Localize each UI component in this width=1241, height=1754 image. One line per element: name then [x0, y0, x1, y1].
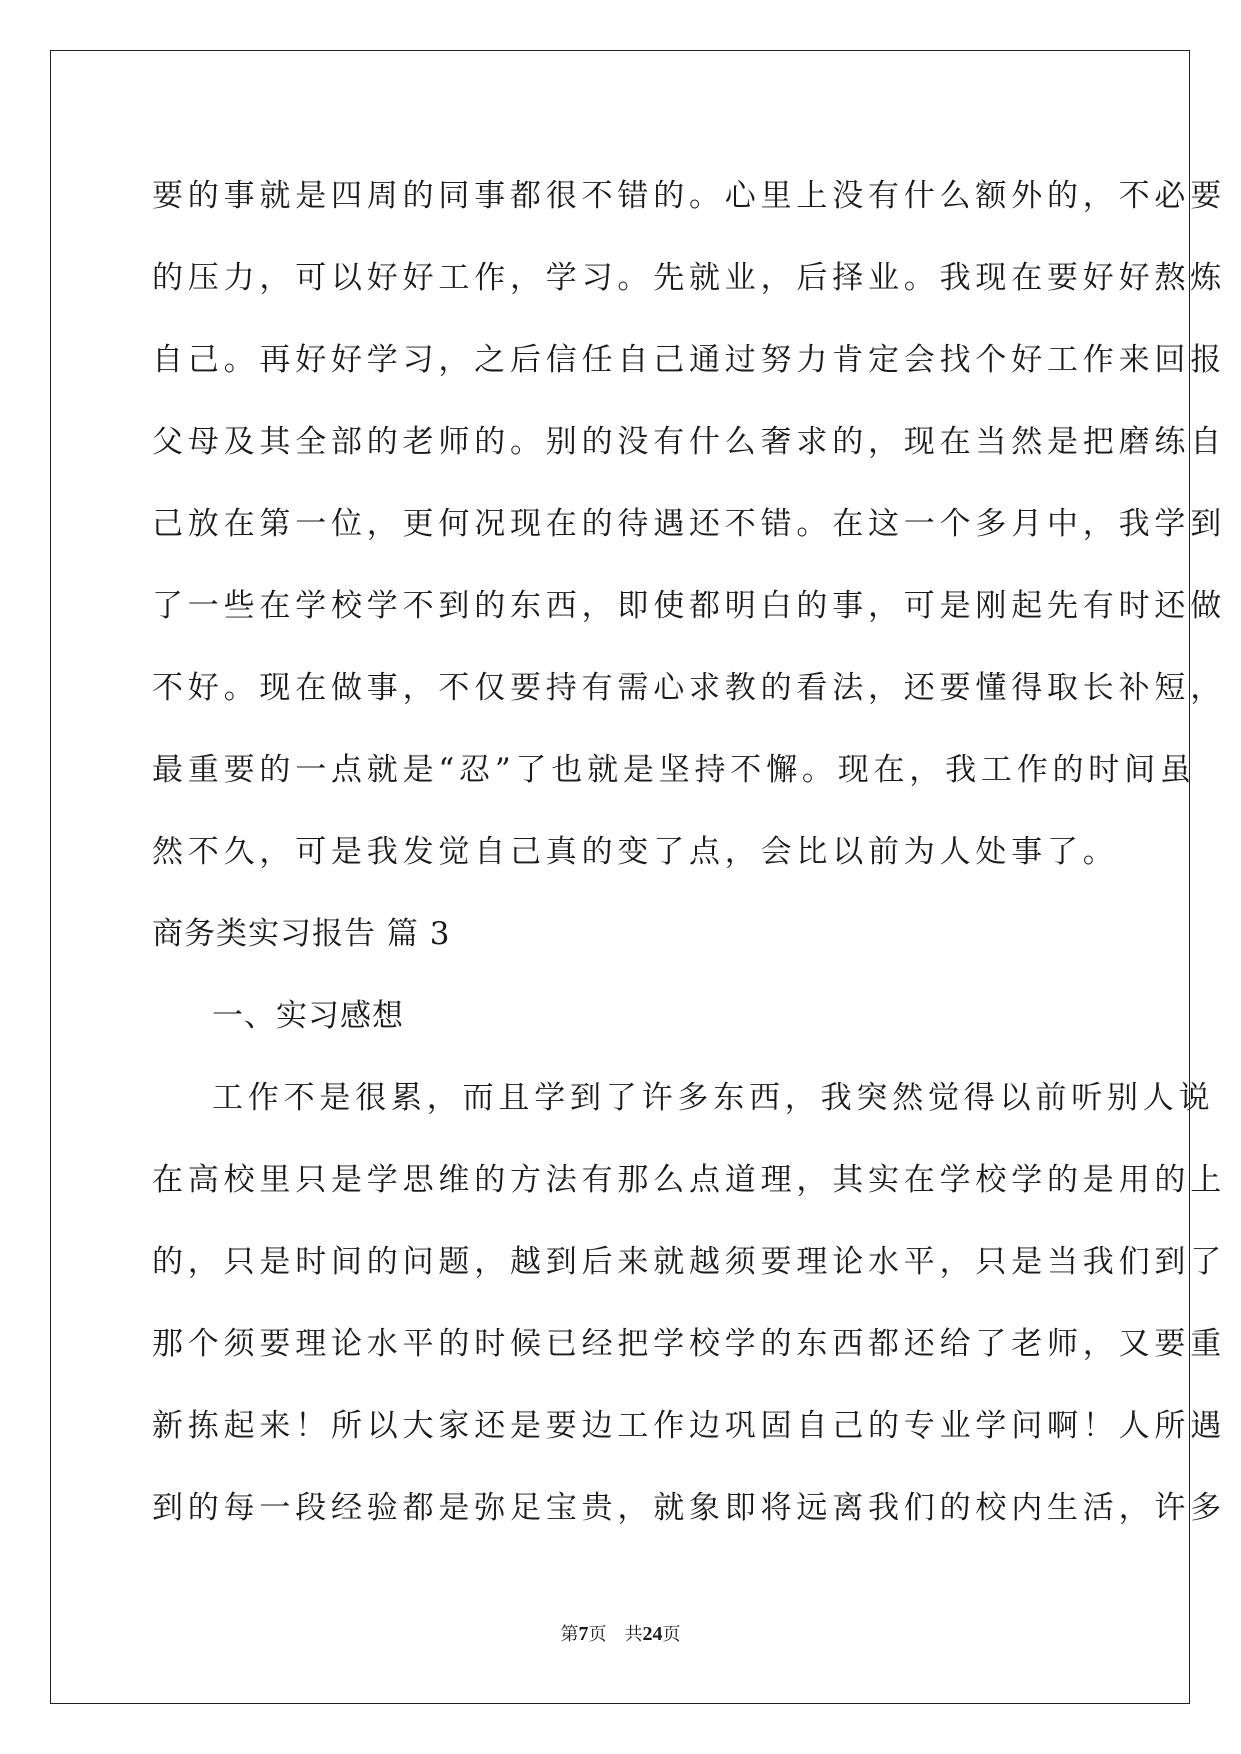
body-line: 的，只是时间的问题，越到后来就越须要理论水平，只是当我们到了	[152, 1244, 1226, 1280]
body-line: 那个须要理论水平的时候已经把学校学的东西都还给了老师，又要重	[152, 1326, 1226, 1362]
total-page-number: 24	[642, 1623, 663, 1645]
body-line: 在高校里只是学思维的方法有那么点道理，其实在学校学的是用的上	[152, 1162, 1226, 1198]
body-line: 然不久，可是我发觉自己真的变了点，会比以前为人处事了。	[152, 834, 1119, 870]
body-line: 了一些在学校学不到的东西，即使都明白的事，可是刚起先有时还做	[152, 588, 1226, 624]
subsection-title: 一、实习感想	[212, 998, 404, 1034]
body-line: 要的事就是四周的同事都很不错的。心里上没有什么额外的，不必要	[152, 178, 1226, 214]
body-line: 最重要的一点就是“忍”了也就是坚持不懈。现在，我工作的时间虽	[152, 752, 1196, 788]
footer-suffix: 页	[662, 1624, 681, 1645]
page-footer	[0, 1620, 1241, 1646]
body-line: 父母及其全部的老师的。别的没有什么奢求的，现在当然是把磨练自	[152, 424, 1226, 460]
body-line: 的压力，可以好好工作，学习。先就业，后择业。我现在要好好熬炼	[152, 260, 1226, 296]
body-line: 工作不是很累，而且学到了许多东西，我突然觉得以前听别人说	[212, 1080, 1215, 1116]
body-line: 新拣起来！所以大家还是要边工作边巩固自己的专业学问啊！人所遇	[152, 1408, 1226, 1444]
footer-mid: 页 共	[588, 1624, 643, 1645]
body-line: 到的每一段经验都是弥足宝贵，就象即将远离我们的校内生活，许多	[152, 1490, 1226, 1526]
body-line: 不好。现在做事，不仅要持有需心求教的看法，还要懂得取长补短，	[152, 670, 1226, 706]
body-line: 自己。再好好学习，之后信任自己通过努力肯定会找个好工作来回报	[152, 342, 1226, 378]
section-title: 商务类实习报告 篇 3	[152, 916, 451, 952]
document-body	[152, 155, 1226, 1549]
footer-prefix: 第	[560, 1624, 579, 1645]
body-line: 己放在第一位，更何况现在的待遇还不错。在这一个多月中，我学到	[152, 506, 1226, 542]
current-page-number: 7	[578, 1623, 589, 1645]
